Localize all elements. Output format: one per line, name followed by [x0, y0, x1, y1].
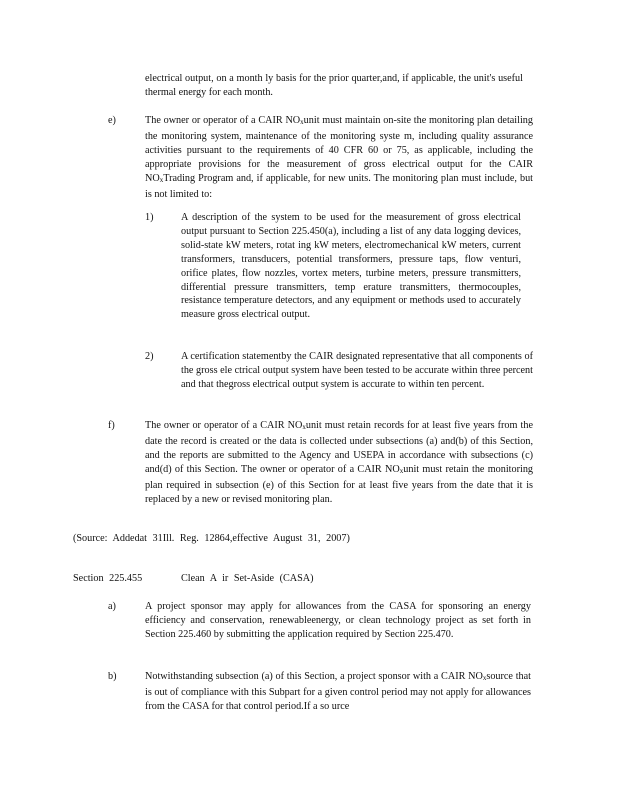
item-e-label: e): [108, 115, 116, 126]
item-e-text: The owner or operator of a CAIR NOxunit must maintain on-site the monitoring plan detailing the monitoring system, maintenance of the monitoring syste m, including quality assurance activities pursuant to the requirements of 40 CFR 60 or 75, as applicable, including the appropriate provisions for the measurement of gross electrical output for the CAIR NOxTrading Program and, if applicable, for new units. The monitoring plan must include, but is not limited to:: [145, 115, 533, 200]
item-e1-label: 1): [145, 212, 154, 223]
item-e1-text: A description of the system to be used for the measurement of gross electrical output pursuant to Section 225.450(a), including a list of any data logging devices, solid-state kW meters, rotat ing kW meters, electromechanical kW meters, current transformers, transducers, potential transformers, pressure taps, flow venturi, orifice plates, flow nozzles, vortex meters, turbine meters, pressure transmitters, differential pressure transmitters, temp erature transmitters, thermocouples, resistance temperature detectors, and any equipment or methods used to accurately measure gross electrical output.: [181, 212, 521, 321]
item-f-label: f): [108, 420, 115, 431]
intro-continuation: electrical output, on a month ly basis for the prior quarter,and, if applicable, the unit's useful thermal energy for each month.: [145, 73, 523, 98]
item-b-text: Notwithstanding subsection (a) of this Section, a project sponsor with a CAIR NOxsource that is out of compliance with this Subpart for a given control period may not apply for allowances from the CASA for that control period.If a so urce: [145, 671, 531, 712]
source-note: (Source: Addedat 31Ill. Reg. 12864,effective August 31, 2007): [73, 533, 350, 544]
item-b-label: b): [108, 671, 117, 682]
item-a-label: a): [108, 601, 116, 612]
item-e2-label: 2): [145, 351, 154, 362]
section-title: Clean A ir Set-Aside (CASA): [181, 573, 314, 584]
item-e2-text: A certification statementby the CAIR designated representative that all components of the gross ele ctrical output system have been tested to be accurate within three percent and that thegross electrical output system is accurate to within ten percent.: [181, 351, 533, 390]
item-a-text: A project sponsor may apply for allowances from the CASA for sponsoring an energy efficiency and conservation, renewableenergy, or clean technology project as set forth in Section 225.460 by submitting the application required by Section 225.470.: [145, 601, 531, 640]
item-f-text: The owner or operator of a CAIR NOxunit must retain records for at least five years from the date the record is created or the data is collected under subsections (a) and(b) of this Section, and the reports are submitted to the Agency and USEPA in accordance with subsections (c) and(d) of this Section. The owner or operator of a CAIR NOxunit must retain the monitoring plan required in subsection (e) of this Section for at least five years from the date that it is replaced by a new or revised monitoring plan.: [145, 420, 534, 505]
section-number: Section 225.455: [73, 573, 143, 584]
